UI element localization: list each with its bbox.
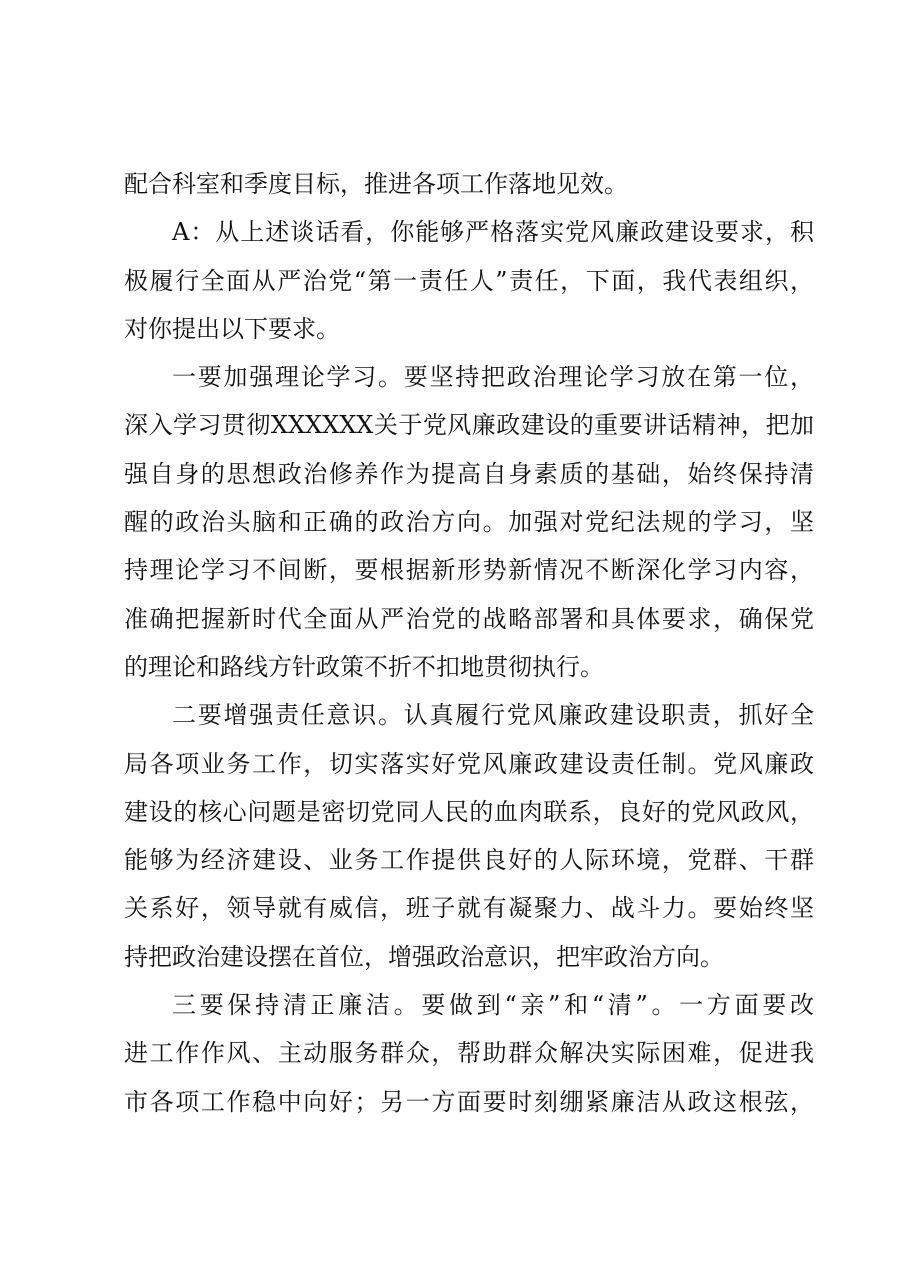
paragraph-1: [124, 160, 814, 208]
text-line: A：从上述谈话看，你能够严格落实党风廉政建设要求，积: [172, 218, 814, 247]
text-line: 进工作作风、主动服务群众，帮助群众解决实际困难，促进我: [124, 1039, 814, 1068]
text-line: 配合科室和季度目标，推进各项工作落地见效。: [124, 170, 628, 198]
text-line: 的理论和路线方针政策不折不扣地贯彻执行。: [124, 652, 604, 681]
document-body: [124, 160, 814, 1126]
text-line: 一要加强理论学习。要坚持把政治理论学习放在第一位，: [172, 363, 814, 392]
text-line: 关系好，领导就有威信，班子就有凝聚力、战斗力。要始终坚: [124, 894, 814, 923]
text-line: 建设的核心问题是密切党同人民的血肉联系，良好的党风政风，: [124, 797, 814, 826]
text-line: 深入学习贯彻XXXXXX关于党风廉政建设的重要讲话精神，把加: [124, 411, 814, 440]
text-line: 醒的政治头脑和正确的政治方向。加强对党纪法规的学习，坚: [124, 508, 814, 537]
text-line: 持把政治建设摆在首位，增强政治意识，把牢政治方向。: [124, 942, 724, 971]
text-line: 三要保持清正廉洁。要做到“亲”和“清”。一方面要改: [172, 991, 814, 1020]
paragraph-5: [124, 981, 814, 1126]
text-line: 能够为经济建设、业务工作提供良好的人际环境，党群、干群: [124, 846, 814, 875]
text-line: 极履行全面从严治党“第一责任人”责任，下面，我代表组织，: [124, 266, 814, 295]
text-line: 二要增强责任意识。认真履行党风廉政建设职责，抓好全: [172, 701, 814, 730]
paragraph-4: [124, 691, 814, 981]
text-line: 持理论学习不间断，要根据新形势新情况不断深化学习内容，: [124, 556, 814, 585]
text-line: 准确把握新时代全面从严治党的战略部署和具体要求，确保党: [124, 604, 814, 633]
paragraph-3: [124, 353, 814, 691]
text-line: 局各项业务工作，切实落实好党风廉政建设责任制。党风廉政: [124, 749, 814, 778]
text-line: 市各项工作稳中向好；另一方面要时刻绷紧廉洁从政这根弦，: [124, 1087, 814, 1116]
text-line: 强自身的思想政治修养作为提高自身素质的基础，始终保持清: [124, 459, 814, 488]
text-line: 对你提出以下要求。: [124, 314, 340, 343]
paragraph-2: [124, 208, 814, 353]
